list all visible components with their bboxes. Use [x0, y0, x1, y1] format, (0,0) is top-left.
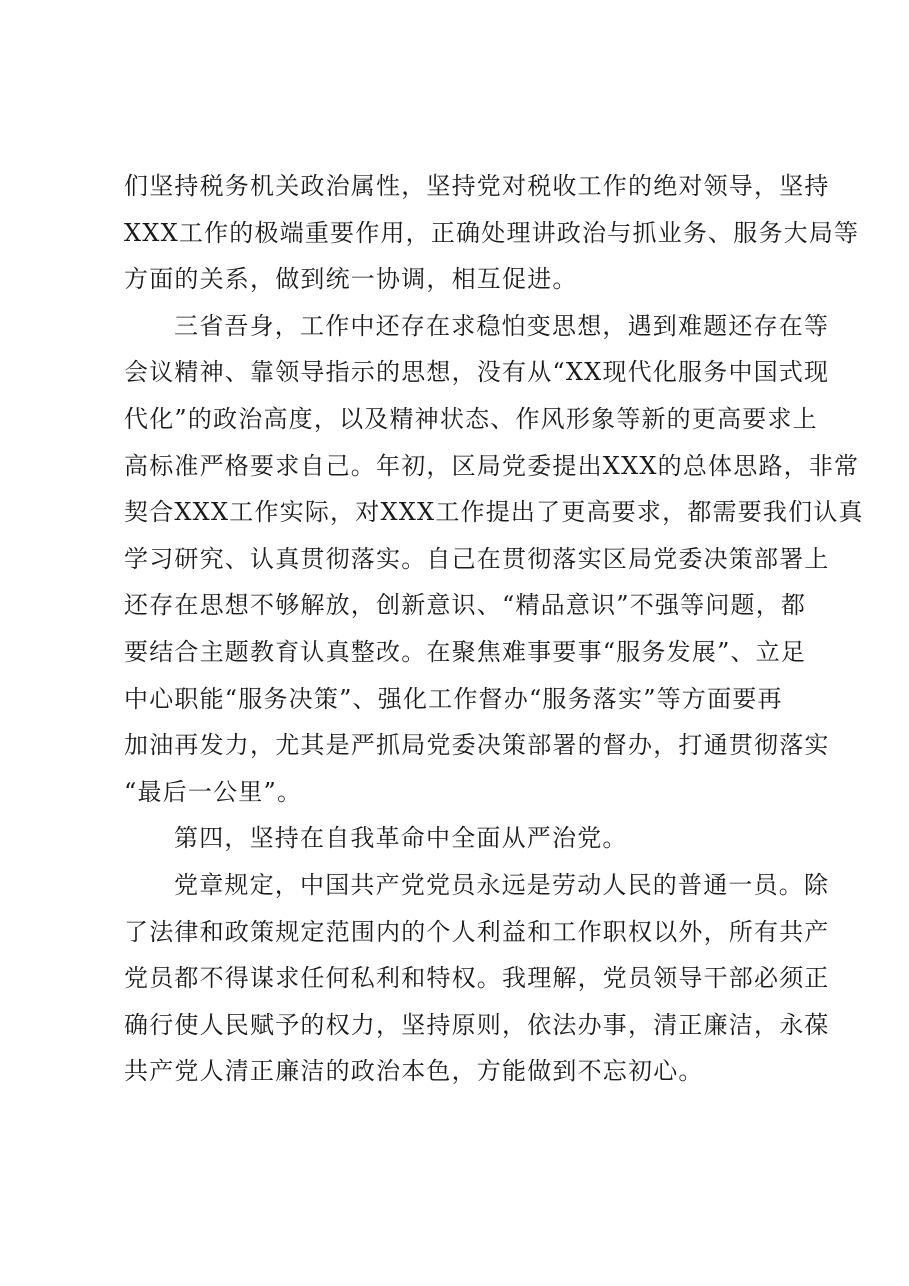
text-line: 还存在思想不够解放，创新意识、“精品意识”不强等问题，都 — [124, 591, 807, 620]
section-heading: 第四，坚持在自我革命中全面从严治党。 — [174, 824, 628, 853]
paragraph-first-line: 三省吾身，工作中还存在求稳怕变思想，遇到难题还存在等 — [174, 311, 830, 340]
text-line: 要结合主题教育认真整改。在聚焦难事要事“服务发展”、立足 — [124, 637, 807, 666]
text-line: “最后一公里”。 — [124, 777, 303, 806]
text-line: 确行使人民赋予的权力，坚持原则，依法办事，清正廉洁，永葆 — [124, 1010, 830, 1039]
text-line: XXX工作的极端重要作用，正确处理讲政治与抓业务、服务大局等 — [124, 218, 860, 247]
text-line: 会议精神、靠领导指示的思想，没有从“XX现代化服务中国式现 — [124, 358, 830, 387]
text-line: 们坚持税务机关政治属性，坚持党对税收工作的绝对领导，坚持 — [124, 172, 830, 200]
text-line: 党员都不得谋求任何私利和特权。我理解，党员领导干部必须正 — [124, 964, 830, 993]
text-line: 契合XXX工作实际，对XXX工作提出了更高要求，都需要我们认真 — [124, 498, 864, 527]
document-body — [124, 163, 864, 1095]
text-line: 共产党人清正廉洁的政治本色，方能做到不忘初心。 — [124, 1057, 704, 1086]
text-line: 学习研究、认真贯彻落实。自己在贯彻落实区局党委决策部署上 — [124, 544, 830, 573]
text-line: 代化”的政治高度，以及精神状态、作风形象等新的更高要求上 — [124, 404, 818, 433]
text-line: 了法律和政策规定范围内的个人利益和工作职权以外，所有共产 — [124, 917, 830, 946]
text-line: 方面的关系，做到统一协调，相互促进。 — [124, 265, 578, 294]
text-line: 中心职能“服务决策”、强化工作督办“服务落实”等方面要再 — [124, 684, 783, 713]
text-line: 加油再发力，尤其是严抓局党委决策部署的督办，打通贯彻落实 — [124, 731, 830, 760]
text-line: 高标准严格要求自己。年初，区局党委提出XXX的总体思路，非常 — [124, 451, 860, 480]
paragraph-first-line: 党章规定，中国共产党党员永远是劳动人民的普通一员。除 — [174, 870, 830, 899]
